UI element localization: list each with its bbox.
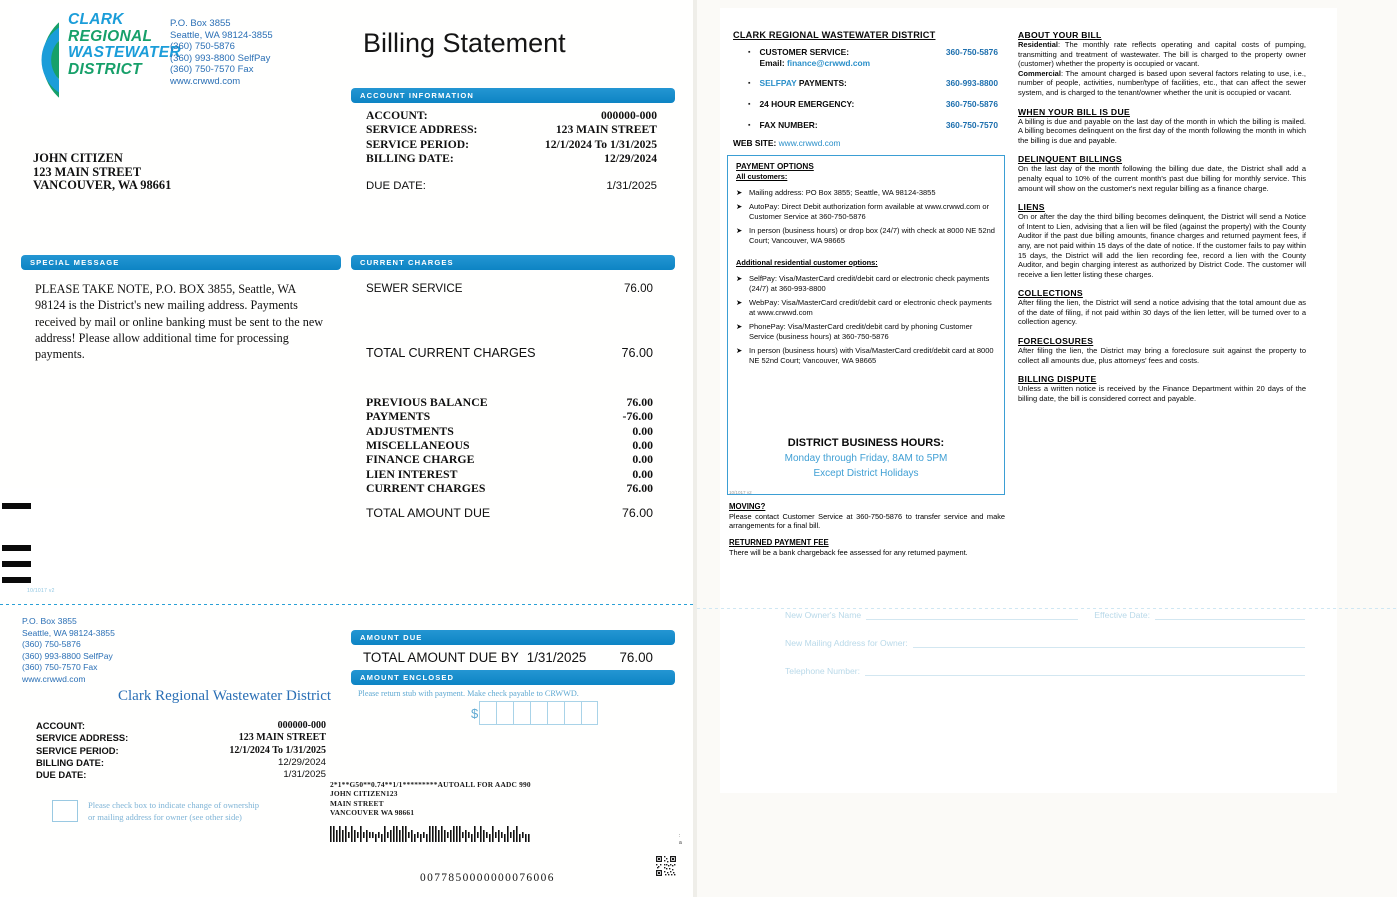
- current-charges-panel: [351, 255, 675, 520]
- about-section: [1018, 336, 1306, 365]
- omr-mark: [2, 545, 31, 551]
- table-row: [366, 138, 675, 152]
- amount-due-banner: AMOUNT DUE: [351, 630, 675, 645]
- current-charges-banner: CURRENT CHARGES: [351, 255, 675, 270]
- qr-code-icon: [655, 855, 677, 877]
- business-hours-title: DISTRICT BUSINESS HOURS:: [787, 437, 945, 449]
- email-address[interactable]: finance@crwwd.com: [786, 57, 871, 68]
- when-due-text: A billing is due and payable on the last day of the month in which the billing is mailed. A billing becomes delinquent on the first day of the month following the month in which the billing is due and payable.: [1018, 116, 1306, 145]
- billing-date-value: 12/29/2024: [604, 152, 657, 166]
- liens-text: On or after the day the third billing becomes delinquent, the District will send a Notice of Intent to Lien, advising that a lien will be filed (against the property) with the County Auditor if the past due billing amounts, finance charges and returned payment fees, if any, are not paid within 15 days of the date of notice. If the customer fails to pay within 15 days, the District will add the lien recording fee, record a lien with the County Auditor, and begin charging interest as authorized by District Code. The customer will receive a lien letter listing these charges.: [1018, 212, 1306, 279]
- current-charges-body: [351, 282, 675, 520]
- addressee-citystatezip: VANCOUVER, WA 98661: [33, 178, 172, 193]
- logo-wordmark: [68, 12, 181, 78]
- list-item: [736, 274, 996, 295]
- header-fax: (360) 750-7570 Fax: [170, 64, 254, 76]
- selfpay-payments-label: PAYMENTS:: [796, 78, 847, 88]
- right-district-title: CLARK REGIONAL WASTEWATER DISTRICT: [733, 30, 936, 40]
- when-due-heading: WHEN YOUR BILL IS DUE: [1018, 106, 1130, 117]
- total-amount-due-by-value: 76.00: [619, 650, 653, 665]
- about-heading: ABOUT YOUR BILL: [1018, 30, 1102, 40]
- foreclosures-text: After filing the lien, the District may bring a foreclosure suit against the property to collect all amounts due, plus attorneys' fees and costs.: [1018, 346, 1306, 365]
- business-hours-line1: Monday through Friday, 8AM to 5PM: [784, 453, 948, 464]
- amount-digit-cell[interactable]: [513, 701, 530, 725]
- total-current-charges-value: 76.00: [621, 346, 653, 361]
- spacer: [366, 361, 675, 395]
- header-po-box: P.O. Box 3855: [170, 18, 231, 29]
- emergency-number: 360-750-5876: [945, 99, 998, 109]
- previous-balance-value: 76.00: [626, 394, 653, 409]
- stub-district-name: Clark Regional Wastewater District: [118, 688, 332, 704]
- miscellaneous-label: MISCELLANEOUS: [366, 438, 470, 453]
- finance-charge-label: FINANCE CHARGE: [366, 452, 475, 467]
- telephone-row: [785, 666, 1305, 676]
- returned-payment-heading: RETURNED PAYMENT FEE: [729, 537, 829, 547]
- account-information-panel: [351, 88, 675, 193]
- payment-option-inperson-card: In person (business hours) with Visa/MasterCard credit/debit card at 8000 NE 52nd Court; Vancouver, WA 98665: [749, 345, 994, 365]
- due-date-label: DUE DATE:: [366, 179, 426, 192]
- table-row: [36, 745, 326, 757]
- about-residential: [1018, 40, 1306, 69]
- arrow-bullet-icon: ➤: [736, 188, 743, 197]
- stub-service-period-value: 12/1/2024 To 1/31/2025: [229, 744, 326, 756]
- billing-date-label: BILLING DATE:: [366, 152, 454, 166]
- arrow-bullet-icon: ➤: [736, 297, 743, 307]
- total-current-charges-label: TOTAL CURRENT CHARGES: [366, 346, 536, 361]
- payment-option-inperson: In person (business hours) or drop box (24/7) with check at 8000 NE 52nd Court; Vancouver, WA 98665: [749, 225, 995, 245]
- list-item: [736, 188, 996, 199]
- addressee-street: 123 MAIN STREET: [33, 164, 142, 179]
- amount-enclosed-input[interactable]: [351, 701, 675, 725]
- table-row: [366, 409, 675, 423]
- logo-line-1: CLARK: [68, 11, 124, 28]
- owner-change-form: [785, 610, 1305, 694]
- contact-row-selfpay: [748, 78, 998, 89]
- current-charges-value: 76.00: [626, 481, 653, 496]
- due-date-row: [366, 179, 675, 193]
- billing-dispute-text: Unless a written notice is received by the Finance Department within 20 days of the billing date, the bill is considered correct and payable.: [1018, 384, 1306, 403]
- stub-city-state-zip: Seattle, WA 98124-3855: [22, 627, 115, 638]
- list-item: [736, 226, 996, 247]
- stub-service-address-label: SERVICE ADDRESS:: [36, 732, 129, 744]
- stub-fax: (360) 750-7570 Fax: [22, 662, 98, 672]
- effective-date-label: Effective Date:: [1094, 610, 1150, 620]
- amount-due-panel: [351, 630, 675, 725]
- statement-page-left: [0, 0, 693, 897]
- amount-enclosed-banner: AMOUNT ENCLOSED: [351, 670, 675, 685]
- logo-line-3: WASTEWATER: [68, 44, 181, 61]
- returned-payment-body: There will be a bank chargeback fee assessed for any returned payment.: [729, 547, 968, 557]
- business-hours-line2: Except District Holidays: [813, 468, 919, 479]
- omr-mark: [2, 561, 31, 567]
- ocr-line-1: 2*1**G50**0.74**1/1*********AUTOALL FOR AADC 990: [330, 780, 531, 789]
- payment-options-subheading: All customers:: [736, 172, 788, 181]
- about-section: [1018, 107, 1306, 146]
- total-amount-due-by-date: 1/31/2025: [526, 650, 587, 665]
- stub-phone: (360) 750-5876: [22, 639, 81, 649]
- sewer-service-value: 76.00: [623, 282, 653, 295]
- customer-service-number: 360-750-5876: [945, 47, 998, 57]
- logo-line-2: REGIONAL: [68, 27, 153, 45]
- foreclosures-heading: FORECLOSURES: [1018, 336, 1094, 347]
- table-row: [366, 452, 675, 466]
- header-contact-block: [170, 18, 273, 88]
- total-amount-due-value: 76.00: [621, 505, 653, 520]
- email-label: Email:: [759, 57, 785, 68]
- stub-account-rows: [36, 720, 326, 781]
- about-section: [1018, 202, 1306, 279]
- selfpay-label: SELFPAY: [759, 78, 797, 88]
- stub-po-box: P.O. Box 3855: [22, 616, 77, 626]
- postal-barcode: [330, 826, 555, 842]
- special-message-panel: [21, 255, 341, 362]
- about-commercial-lead: Commercial: [1018, 68, 1061, 78]
- total-amount-due-label: TOTAL AMOUNT DUE: [366, 505, 491, 520]
- header-website-link[interactable]: www.crwwd.com: [170, 75, 241, 87]
- payment-option-selfpay: SelfPay: Visa/MasterCard credit/debit card or electronic check payments (24/7) at 360-993-8800: [749, 273, 990, 293]
- ocr-line-4: VANCOUVER WA 98661: [330, 808, 415, 818]
- special-message-banner: SPECIAL MESSAGE: [21, 255, 341, 270]
- adjustments-value: 0.00: [632, 423, 653, 438]
- service-period-value: 12/1/2024 To 1/31/2025: [544, 137, 657, 151]
- stub-website-link[interactable]: www.crwwd.com: [22, 673, 86, 684]
- stub-account-value: 000000-000: [277, 720, 326, 731]
- amount-digit-cell[interactable]: [581, 701, 598, 725]
- telephone-label: Telephone Number:: [785, 666, 861, 676]
- ownership-change-line1: Please check box to indicate change of ownership: [88, 800, 260, 810]
- list-item: [736, 298, 996, 319]
- amount-digit-cell[interactable]: [564, 701, 581, 725]
- right-version-mark: 10/1017 v2: [729, 490, 752, 495]
- about-section: [1018, 374, 1306, 403]
- payment-option-mailing: Mailing address: PO Box 3855; Seattle, WA 98124-3855: [749, 188, 936, 197]
- spacer: [366, 296, 675, 346]
- delinquent-heading: DELINQUENT BILLINGS: [1018, 154, 1123, 165]
- bullet-icon: ▪: [748, 49, 751, 56]
- list-item: [736, 202, 996, 223]
- ownership-change-checkbox[interactable]: [52, 800, 78, 822]
- perforation-divider: [0, 604, 693, 605]
- amount-enclosed-note: Please return stub with payment. Make check payable to CRWWD.: [358, 689, 579, 698]
- payment-options-list-residential: [736, 274, 996, 367]
- table-row: [366, 346, 675, 360]
- contact-row-fax: [748, 120, 998, 131]
- collections-text: After filing the lien, the District will send a notice advising that the total amount due as of the date of filing, if not paid within 30 days of the lien letter, will be turned over to a collection agency.: [1018, 298, 1306, 327]
- table-row: [366, 438, 675, 452]
- logo-line-4: DISTRICT: [68, 60, 142, 78]
- company-logo: [12, 4, 181, 116]
- stub-service-address-value: 123 MAIN STREET: [238, 732, 326, 744]
- payment-option-webpay: WebPay: Visa/MasterCard credit/debit card or electronic check payments at www.crwwd.com: [749, 297, 992, 317]
- table-row: [36, 769, 326, 781]
- ocr-line-2: JOHN CITIZEN123: [330, 789, 398, 799]
- effective-date-input[interactable]: [1155, 611, 1305, 620]
- sewer-service-label: SEWER SERVICE: [366, 282, 463, 295]
- currency-symbol: $: [471, 705, 479, 721]
- amount-digit-cell[interactable]: [496, 701, 513, 725]
- ownership-change-line2: or mailing address for owner (see other side): [88, 811, 242, 822]
- service-address-value: 123 MAIN STREET: [555, 123, 657, 137]
- spacer: [366, 167, 675, 179]
- miscellaneous-value: 0.00: [632, 438, 653, 453]
- stub-account-label: ACCOUNT:: [36, 720, 85, 731]
- about-commercial: [1018, 69, 1306, 98]
- spacer: [729, 531, 1005, 538]
- payment-option-phonepay: PhonePay: Visa/MasterCard credit/debit card by phoning Customer Service (business hours) at 360-750-5876: [749, 321, 973, 341]
- account-information-rows: [351, 109, 675, 193]
- amount-digit-cell[interactable]: [547, 701, 564, 725]
- perforation-divider-right: [697, 608, 1397, 609]
- table-row: [36, 732, 326, 744]
- table-row: [36, 757, 326, 769]
- table-row: [366, 123, 675, 137]
- addressee-block: [33, 152, 171, 193]
- new-owner-row: [785, 610, 1305, 620]
- about-your-bill-column: [1018, 30, 1306, 412]
- contact-body: [759, 78, 914, 89]
- website-label: WEB SITE:: [733, 138, 777, 148]
- account-label: ACCOUNT:: [366, 109, 428, 122]
- billing-dispute-heading: BILLING DISPUTE: [1018, 374, 1097, 385]
- moving-and-fees-block: [729, 502, 1005, 557]
- payments-value: -76.00: [622, 409, 653, 424]
- current-charges-label: CURRENT CHARGES: [366, 481, 486, 496]
- omr-mark: [2, 503, 31, 509]
- arrow-bullet-icon: ➤: [736, 225, 743, 235]
- new-owner-input[interactable]: [866, 611, 1078, 620]
- list-item: [736, 346, 996, 367]
- new-owner-label: New Owner's Name: [785, 610, 862, 620]
- total-amount-due-by-row: [351, 645, 675, 670]
- stub-contact-block: [22, 616, 115, 685]
- website-link[interactable]: www.crwwd.com: [778, 138, 841, 148]
- table-row: [36, 720, 326, 732]
- ownership-change-control[interactable]: [52, 800, 259, 823]
- service-period-label: SERVICE PERIOD:: [366, 137, 469, 151]
- service-address-label: SERVICE ADDRESS:: [366, 123, 478, 137]
- special-message-body: PLEASE TAKE NOTE, P.O. BOX 3855, Seattle, WA 98124 is the District's new mailing address. Payments received by mail or online banking must be sent to the new address! Please allow additional time for processing payments.: [35, 282, 324, 362]
- form-version-mark: 10/1017 v2: [27, 588, 55, 594]
- payments-label: PAYMENTS: [366, 409, 431, 424]
- contact-row-customer-service: [748, 47, 998, 68]
- bullet-icon: ▪: [748, 80, 751, 87]
- header-city-state-zip: Seattle, WA 98124-3855: [170, 29, 273, 41]
- about-residential-lead: Residential: [1018, 40, 1059, 49]
- header-phone: (360) 750-5876: [170, 41, 235, 53]
- stub-selfpay-phone: (360) 993-8800 SelfPay: [22, 650, 113, 661]
- finance-charge-value: 0.00: [632, 452, 653, 467]
- new-address-row: [785, 638, 1305, 648]
- contact-body: [759, 47, 914, 68]
- new-address-input[interactable]: [913, 639, 1305, 648]
- table-row: [366, 395, 675, 409]
- liens-heading: LIENS: [1018, 202, 1045, 213]
- qr-sidemark: : a: [679, 833, 682, 846]
- about-section: [1018, 154, 1306, 193]
- emergency-label: 24 HOUR EMERGENCY:: [759, 99, 855, 109]
- list-item: [736, 322, 996, 343]
- lien-interest-label: LIEN INTEREST: [366, 466, 458, 481]
- moving-heading: MOVING?: [729, 502, 766, 511]
- stub-due-date-value: 1/31/2025: [283, 769, 326, 781]
- telephone-input[interactable]: [865, 667, 1305, 676]
- omr-mark: [2, 577, 31, 583]
- ocr-scanline: 0077850000000076006: [420, 872, 555, 884]
- stub-service-period-label: SERVICE PERIOD:: [36, 744, 119, 756]
- stub-billing-date-label: BILLING DATE:: [36, 756, 105, 768]
- ownership-change-label: [88, 800, 259, 823]
- amount-digit-cell[interactable]: [530, 701, 547, 725]
- right-contacts-list: [748, 47, 998, 138]
- arrow-bullet-icon: ➤: [736, 321, 743, 331]
- amount-digit-cell[interactable]: [479, 701, 496, 725]
- payment-options-subheading-2: Additional residential customer options:: [736, 257, 878, 267]
- about-section: [1018, 30, 1306, 98]
- about-commercial-text: : The amount charged is based upon several factors relating to use, i.e., number of people, activities, number/type of facilities, etc., that can affect the sewer system, and is charged to the tenant/owner whether the unit is occupied or vacant.: [1018, 68, 1306, 97]
- page-title: Billing Statement: [363, 28, 566, 58]
- moving-body: Please contact Customer Service at 360-750-5876 to transfer service and make arrangements for a final bill.: [729, 512, 1005, 531]
- business-hours-block: [727, 437, 1005, 497]
- total-amount-due-row: [366, 506, 675, 520]
- about-section: [1018, 288, 1306, 327]
- contact-row-emergency: [748, 99, 998, 110]
- payment-option-autopay: AutoPay: Direct Debit authorization form available at www.crwwd.com or Customer Service at 360-750-5876: [749, 201, 990, 221]
- collections-heading: COLLECTIONS: [1018, 288, 1083, 299]
- fax-label: FAX NUMBER:: [759, 120, 818, 130]
- bullet-icon: ▪: [748, 101, 751, 108]
- header-selfpay-phone: (360) 993-8800 SelfPay: [170, 52, 271, 64]
- table-row: [366, 152, 675, 166]
- right-website-row: [733, 138, 841, 148]
- table-row: [366, 424, 675, 438]
- table-row: [366, 282, 675, 296]
- ocr-address-block: [330, 780, 531, 818]
- table-row: [366, 481, 675, 495]
- arrow-bullet-icon: ➤: [736, 273, 743, 283]
- about-residential-text: : The monthly rate reflects operating and capital costs of pumping, transmitting and treatment of wastewater. The bill is charged to the property owner (customer) whether the property is occupied or vacant.: [1018, 40, 1306, 69]
- due-date-value: 1/31/2025: [606, 179, 657, 192]
- payment-options-list-all: [736, 188, 996, 247]
- total-amount-due-by-label: TOTAL AMOUNT DUE BY: [363, 650, 519, 665]
- payment-options-heading: PAYMENT OPTIONS: [736, 162, 814, 171]
- email-line: [759, 58, 870, 68]
- lien-interest-value: 0.00: [632, 466, 653, 481]
- table-row: [366, 109, 675, 123]
- account-value: 000000-000: [600, 109, 657, 122]
- spacer: [366, 496, 675, 506]
- arrow-bullet-icon: ➤: [736, 345, 743, 355]
- selfpay-number: 360-993-8800: [945, 78, 998, 88]
- adjustments-label: ADJUSTMENTS: [366, 423, 454, 438]
- fax-number: 360-750-7570: [945, 120, 998, 130]
- customer-service-label: CUSTOMER SERVICE:: [759, 47, 849, 57]
- stub-due-date-label: DUE DATE:: [36, 769, 87, 781]
- bullet-icon: ▪: [748, 122, 751, 129]
- stub-billing-date-value: 12/29/2024: [277, 756, 326, 768]
- ocr-line-3: MAIN STREET: [330, 798, 384, 808]
- account-information-banner: ACCOUNT INFORMATION: [351, 88, 675, 103]
- new-address-label: New Mailing Address for Owner:: [785, 638, 908, 648]
- delinquent-text: On the last day of the month following the billing due date, the District shall add a penalty equal to 10% of the current month's past due billing for monthly service. This amount will show on the customer's next regular billing as a finance charge.: [1018, 164, 1306, 193]
- arrow-bullet-icon: ➤: [736, 201, 743, 211]
- addressee-name: JOHN CITIZEN: [33, 151, 123, 165]
- table-row: [366, 467, 675, 481]
- previous-balance-label: PREVIOUS BALANCE: [366, 394, 488, 409]
